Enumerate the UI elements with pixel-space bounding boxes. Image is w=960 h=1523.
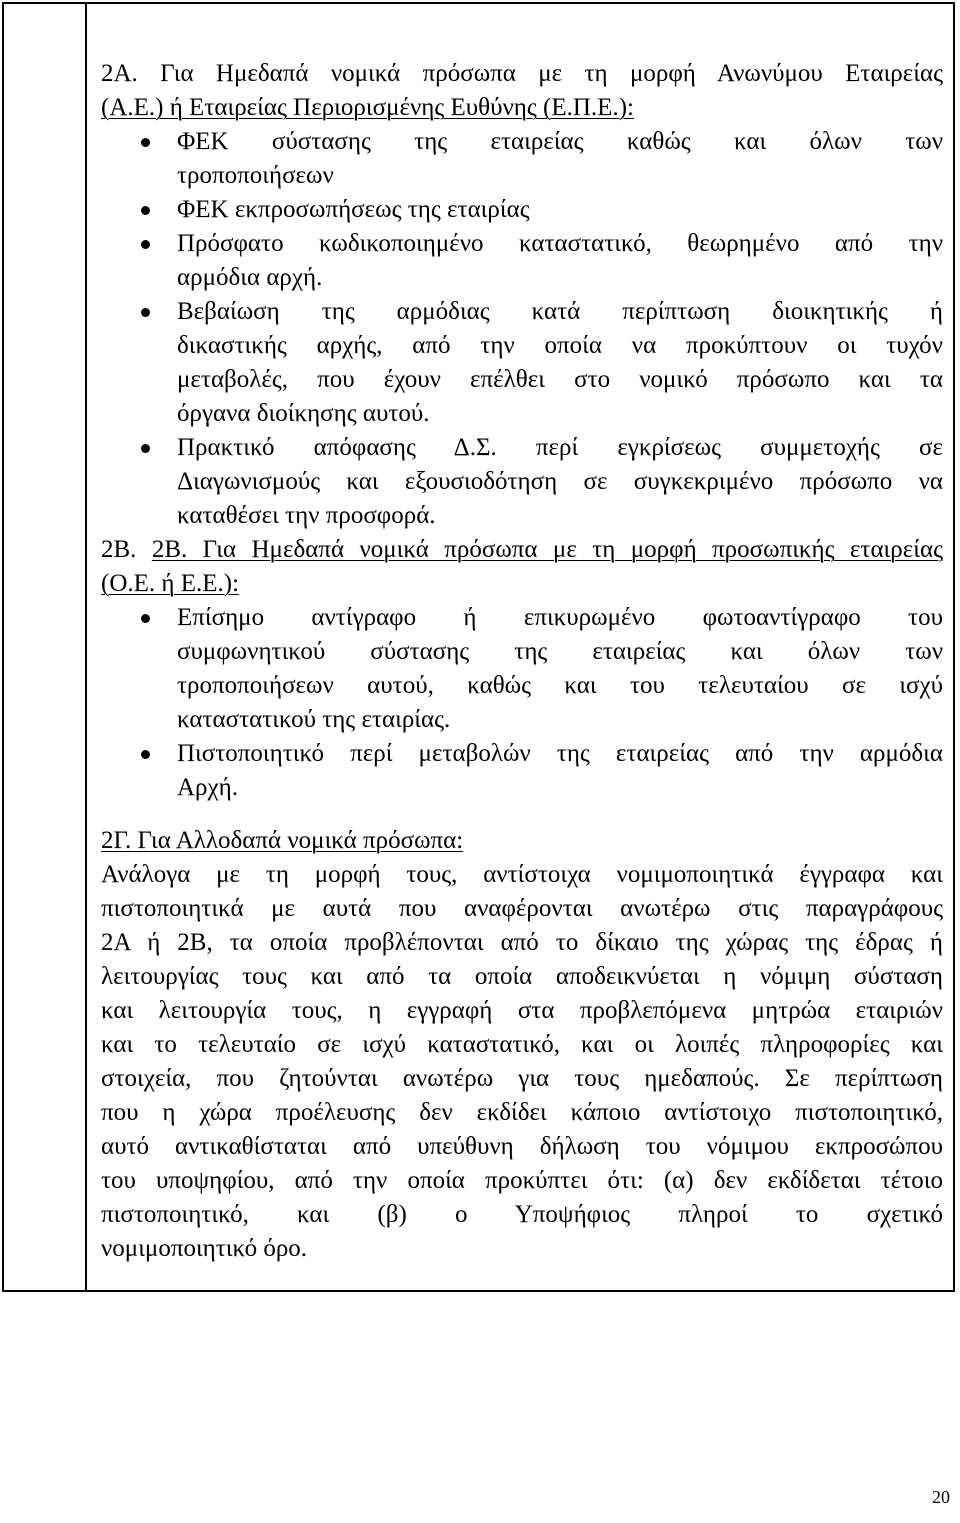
bullet-item-vevaiosi	[101, 295, 943, 431]
bullet-line: Βεβαίωση της αρμόδιας κατά περίπτωση διοικητικής ή	[177, 298, 943, 325]
table-column-divider	[85, 2, 87, 1292]
section-2c-heading-text: 2Γ. Για Αλλοδαπά νομικά πρόσωπα:	[101, 827, 464, 854]
bullet-item-fek-systasis	[101, 125, 943, 193]
paragraph-line: που η χώρα προέλευσης δεν εκδίδει κάποιο αντίστοιχο πιστοποιητικό,	[101, 1099, 943, 1126]
paragraph-line: και λειτουργία τους, η εγγραφή στα προβλεπόμενα μητρώα εταιριών	[101, 997, 943, 1024]
bullet-line: ΦΕΚ σύστασης της εταιρείας καθώς και όλων των	[177, 128, 943, 155]
section-2b-heading-line-1: 2Β. 2Β. Για Ημεδαπά νομικά πρόσωπα με τη μορφή προσωπικής εταιρείας	[101, 536, 943, 563]
bullet-line: αρμόδια αρχή.	[177, 264, 323, 291]
paragraph-line: 2Α ή 2Β, τα οποία προβλέπονται από το δίκαιο της χώρας της έδρας ή	[101, 929, 943, 956]
bullet-item-episimo-antigrafo	[101, 601, 943, 737]
section-2c-heading	[101, 824, 943, 858]
paragraph-line: Ανάλογα με τη μορφή τους, αντίστοιχα νομιμοποιητικά έγγραφα και	[101, 861, 943, 888]
bullet-icon	[141, 750, 150, 759]
page-number: 20	[932, 1487, 950, 1507]
bullet-line: Πιστοποιητικό περί μεταβολών της εταιρείας από την αρμόδια	[177, 740, 943, 767]
bullet-icon	[141, 138, 150, 147]
bullet-line: Επίσημο αντίγραφο ή επικυρωμένο φωτοαντίγραφο του	[177, 604, 943, 631]
paragraph-line: νομιμοποιητικό όρο.	[101, 1235, 308, 1262]
table-content-cell	[101, 57, 943, 1266]
bullet-line: τροποποιήσεων αυτού, καθώς και του τελευταίου σε ισχύ	[177, 672, 943, 699]
paragraph-line: λειτουργίας τους και από τα οποία αποδεικνύεται η νόμιμη σύσταση	[101, 963, 943, 990]
bullet-line: μεταβολές, που έχουν επέλθει στο νομικό πρόσωπο και τα	[177, 366, 943, 393]
bullet-line: συμφωνητικού σύστασης της εταιρείας και όλων των	[177, 638, 943, 665]
bullet-item-praktiko-ds	[101, 431, 943, 533]
section-2a-heading-line-2	[101, 91, 943, 125]
bullet-item-pistopoiitiko-metavolon	[101, 737, 943, 805]
spacer	[101, 805, 943, 824]
bullet-icon	[141, 308, 150, 317]
section-2b	[101, 533, 943, 805]
bullet-item-fek-ekprosopisis	[101, 193, 943, 227]
section-2b-heading-text-2: (Ο.Ε. ή Ε.Ε.):	[101, 570, 240, 597]
section-2a	[101, 57, 943, 533]
bullet-item-katastatiko	[101, 227, 943, 295]
paragraph-line: πιστοποιητικό, και (β) ο Υποψήφιος πληροί το σχετικό	[101, 1201, 943, 1228]
bullet-line: ΦΕΚ εκπροσωπήσεως της εταιρίας	[177, 196, 530, 223]
bullet-line: Διαγωνισμούς και εξουσιοδότηση σε συγκεκριμένο πρόσωπο να	[177, 468, 943, 495]
section-2b-heading-line-2	[101, 567, 943, 601]
section-2c	[101, 824, 943, 1266]
section-2a-heading-line-1: 2Α. Για Ημεδαπά νομικά πρόσωπα με τη μορφή Ανωνύμου Εταιρείας	[101, 60, 943, 87]
bullet-line: όργανα διοίκησης αυτού.	[177, 400, 430, 427]
bullet-icon	[141, 444, 150, 453]
bullet-line: καταθέσει την προσφορά.	[177, 502, 436, 529]
bullet-line: τροποποιήσεων	[177, 162, 334, 189]
bullet-icon	[141, 206, 150, 215]
bullet-line: δικαστικής αρχής, από την οποία να προκύπτουν οι τυχόν	[177, 332, 943, 359]
bullet-line: Πρόσφατο κωδικοποιημένο καταστατικό, θεωρημένο από την	[177, 230, 943, 257]
paragraph-line: στοιχεία, που ζητούνται ανωτέρω για τους ημεδαπούς. Σε περίπτωση	[101, 1065, 943, 1092]
paragraph-line: πιστοποιητικά με αυτά που αναφέρονται ανωτέρω στις παραγράφους	[101, 895, 943, 922]
paragraph-line: αυτό αντικαθίσταται από υπεύθυνη δήλωση του νόμιμου εκπροσώπου	[101, 1133, 943, 1160]
section-2a-heading-text: (Α.Ε.) ή Εταιρείας Περιορισμένης Ευθύνης (Ε.Π.Ε.):	[101, 94, 634, 121]
bullet-icon	[141, 614, 150, 623]
bullet-line: Πρακτικό απόφασης Δ.Σ. περί εγκρίσεως συμμετοχής σε	[177, 434, 943, 461]
section-2b-heading-text: 2Β. Για Ημεδαπά νομικά πρόσωπα με τη μορφή προσωπικής εταιρείας	[151, 536, 943, 563]
bullet-icon	[141, 240, 150, 249]
paragraph-line: και το τελευταίο σε ισχύ καταστατικό, και οι λοιπές πληροφορίες και	[101, 1031, 943, 1058]
bullet-line: Αρχή.	[177, 774, 238, 801]
paragraph-line: του υποψηφίου, από την οποία προκύπτει ότι: (α) δεν εκδίδεται τέτοιο	[101, 1167, 943, 1194]
bullet-line: καταστατικού της εταιρίας.	[177, 706, 451, 733]
